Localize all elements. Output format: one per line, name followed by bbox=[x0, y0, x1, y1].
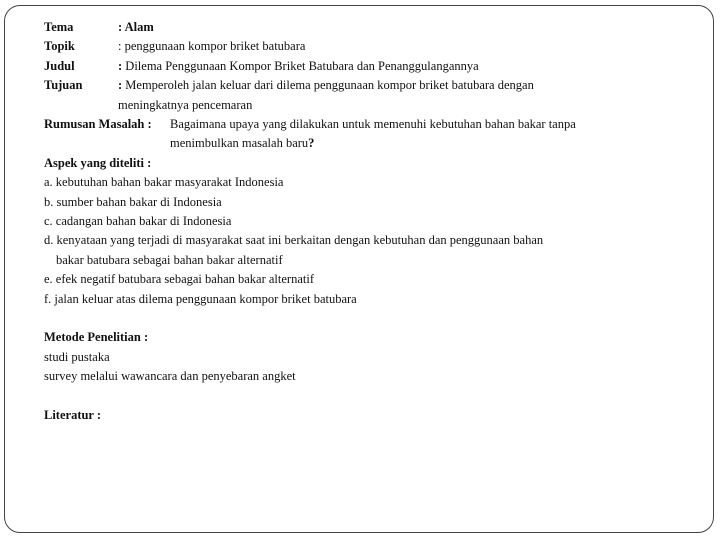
rumusan-label: Rumusan Masalah : bbox=[44, 117, 152, 132]
metode-item-2: survey melalui wawancara dan penyebaran angket bbox=[44, 369, 296, 384]
judul-colon: : bbox=[118, 58, 123, 73]
document-body bbox=[44, 18, 704, 426]
metode-item-1: studi pustaka bbox=[44, 349, 110, 364]
topik-value: : penggunaan kompor briket batubara bbox=[118, 39, 306, 54]
topik-label: Topik bbox=[44, 39, 75, 54]
tujuan-value-line2: meningkatnya pencemaran bbox=[118, 97, 253, 112]
tujuan-colon: : bbox=[118, 78, 123, 93]
aspek-heading: Aspek yang diteliti : bbox=[44, 155, 152, 170]
judul-row bbox=[44, 57, 704, 76]
tujuan-value-line1: Memperoleh jalan keluar dari dilema penggunaan kompor briket batubara dengan bbox=[122, 78, 534, 93]
aspek-item-d-cont: bakar batubara sebagai bahan bakar alternatif bbox=[56, 252, 283, 267]
rumusan-line2-wrap bbox=[44, 134, 704, 153]
spacer bbox=[44, 309, 704, 328]
metode-heading: Metode Penelitian : bbox=[44, 330, 149, 345]
rumusan-row bbox=[44, 115, 704, 134]
aspek-item-a: a. kebutuhan bahan bakar masyarakat Indonesia bbox=[44, 175, 284, 190]
literatur-heading: Literatur : bbox=[44, 408, 102, 423]
spacer bbox=[44, 387, 704, 406]
rumusan-line2: menimbulkan masalah baru bbox=[170, 136, 309, 151]
aspek-item-b: b. sumber bahan bakar di Indonesia bbox=[44, 194, 222, 209]
slide-frame bbox=[4, 5, 714, 533]
tema-label: Tema bbox=[44, 20, 74, 34]
aspek-item-f: f. jalan keluar atas dilema penggunaan kompor briket batubara bbox=[44, 291, 357, 306]
rumusan-qmark: ? bbox=[308, 136, 315, 151]
tema-row bbox=[44, 18, 704, 37]
aspek-item-e: e. efek negatif batubara sebagai bahan bakar alternatif bbox=[44, 272, 314, 287]
tujuan-label: Tujuan bbox=[44, 78, 83, 93]
judul-label: Judul bbox=[44, 58, 75, 73]
aspek-item-d: d. kenyataan yang terjadi di masyarakat saat ini berkaitan dengan kebutuhan dan penggunaan bahan bbox=[44, 233, 544, 248]
rumusan-line1: Bagaimana upaya yang dilakukan untuk memenuhi kebutuhan bahan bakar tanpa bbox=[170, 117, 576, 132]
judul-value: Dilema Penggunaan Kompor Briket Batubara dan Penanggulangannya bbox=[122, 58, 479, 73]
topik-row bbox=[44, 37, 704, 56]
aspek-item-c: c. cadangan bahan bakar di Indonesia bbox=[44, 214, 232, 229]
tujuan-row bbox=[44, 76, 704, 95]
tema-value: : Alam bbox=[118, 20, 154, 34]
